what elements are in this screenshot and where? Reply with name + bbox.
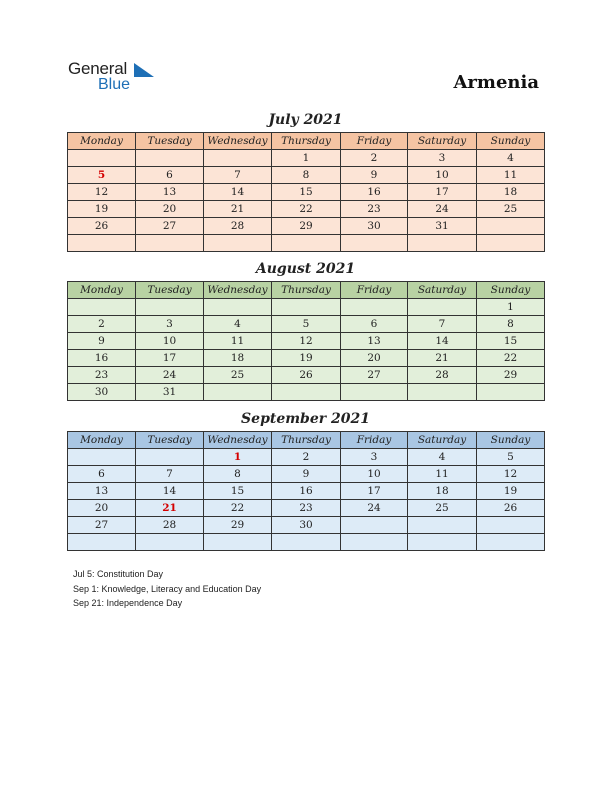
day-cell bbox=[408, 384, 477, 401]
week-row bbox=[68, 466, 545, 483]
holiday-notes bbox=[73, 567, 261, 611]
day-cell bbox=[408, 299, 477, 316]
day-cell: 3 bbox=[341, 449, 408, 466]
logo-word-blue: Blue bbox=[98, 76, 131, 93]
week-row bbox=[68, 299, 545, 316]
day-cell: 21 bbox=[204, 201, 272, 218]
day-cell bbox=[477, 534, 545, 551]
day-cell: 6 bbox=[136, 167, 204, 184]
day-cell bbox=[477, 517, 545, 534]
week-row bbox=[68, 350, 545, 367]
day-cell: 11 bbox=[408, 466, 477, 483]
day-cell: 5 bbox=[477, 449, 545, 466]
day-cell bbox=[341, 235, 408, 252]
weekday-header: Monday bbox=[68, 282, 136, 299]
day-cell bbox=[204, 534, 272, 551]
day-cell bbox=[341, 534, 408, 551]
day-cell: 5 bbox=[272, 316, 341, 333]
day-cell bbox=[136, 449, 204, 466]
day-cell: 1 bbox=[477, 299, 545, 316]
day-cell: 27 bbox=[341, 367, 408, 384]
day-cell: 10 bbox=[341, 466, 408, 483]
day-cell: 14 bbox=[136, 483, 204, 500]
day-cell: 25 bbox=[408, 500, 477, 517]
day-cell: 14 bbox=[408, 333, 477, 350]
day-cell: 21 bbox=[408, 350, 477, 367]
day-cell bbox=[272, 235, 341, 252]
weekday-header: Saturday bbox=[408, 432, 477, 449]
day-cell: 25 bbox=[204, 367, 272, 384]
day-cell: 12 bbox=[272, 333, 341, 350]
day-cell: 3 bbox=[136, 316, 204, 333]
day-cell bbox=[68, 534, 136, 551]
weekday-header: Wednesday bbox=[204, 432, 272, 449]
day-cell: 28 bbox=[136, 517, 204, 534]
day-cell bbox=[68, 299, 136, 316]
month-august bbox=[67, 261, 544, 401]
day-cell: 7 bbox=[136, 466, 204, 483]
day-cell: 30 bbox=[272, 517, 341, 534]
day-cell: 23 bbox=[68, 367, 136, 384]
week-row bbox=[68, 333, 545, 350]
day-cell: 28 bbox=[204, 218, 272, 235]
week-row bbox=[68, 534, 545, 551]
day-cell bbox=[341, 517, 408, 534]
day-cell: 29 bbox=[477, 367, 545, 384]
month-title: August 2021 bbox=[255, 261, 356, 277]
week-row bbox=[68, 384, 545, 401]
day-cell: 4 bbox=[408, 449, 477, 466]
day-cell: 8 bbox=[477, 316, 545, 333]
day-cell: 20 bbox=[68, 500, 136, 517]
day-cell: 24 bbox=[136, 367, 204, 384]
day-cell: 7 bbox=[204, 167, 272, 184]
day-cell: 26 bbox=[68, 218, 136, 235]
day-cell: 25 bbox=[477, 201, 545, 218]
day-cell bbox=[272, 384, 341, 401]
logo-word-general: General bbox=[68, 59, 128, 78]
day-cell bbox=[68, 449, 136, 466]
day-cell: 29 bbox=[272, 218, 341, 235]
weekday-header: Tuesday bbox=[136, 282, 204, 299]
day-cell: 1 bbox=[204, 449, 272, 466]
logo-triangle-icon bbox=[134, 63, 154, 77]
day-cell: 17 bbox=[136, 350, 204, 367]
day-cell: 12 bbox=[477, 466, 545, 483]
day-cell: 13 bbox=[136, 184, 204, 201]
weekday-header: Sunday bbox=[477, 282, 545, 299]
calendar-grid bbox=[67, 281, 545, 401]
day-cell bbox=[68, 235, 136, 252]
day-cell: 6 bbox=[341, 316, 408, 333]
holiday-note: Sep 1: Knowledge, Literacy and Education Day bbox=[73, 583, 262, 594]
day-cell: 2 bbox=[272, 449, 341, 466]
day-cell: 30 bbox=[68, 384, 136, 401]
day-cell bbox=[477, 218, 545, 235]
day-cell: 18 bbox=[408, 483, 477, 500]
day-cell bbox=[136, 534, 204, 551]
weekday-header: Thursday bbox=[272, 432, 341, 449]
weekday-header: Tuesday bbox=[136, 432, 204, 449]
day-cell: 31 bbox=[136, 384, 204, 401]
day-cell: 20 bbox=[136, 201, 204, 218]
day-cell: 24 bbox=[408, 201, 477, 218]
day-cell: 22 bbox=[477, 350, 545, 367]
weekday-header: Sunday bbox=[477, 133, 545, 150]
day-cell bbox=[204, 299, 272, 316]
day-cell bbox=[477, 235, 545, 252]
month-september bbox=[67, 411, 544, 551]
day-cell: 29 bbox=[204, 517, 272, 534]
calendar-grid bbox=[67, 132, 545, 252]
day-cell: 28 bbox=[408, 367, 477, 384]
day-cell bbox=[204, 384, 272, 401]
day-cell: 19 bbox=[272, 350, 341, 367]
day-cell: 15 bbox=[272, 184, 341, 201]
day-cell bbox=[136, 150, 204, 167]
day-cell: 13 bbox=[68, 483, 136, 500]
day-cell: 13 bbox=[341, 333, 408, 350]
day-cell: 23 bbox=[341, 201, 408, 218]
weekday-header: Tuesday bbox=[136, 133, 204, 150]
day-cell: 10 bbox=[408, 167, 477, 184]
day-cell: 31 bbox=[408, 218, 477, 235]
day-cell: 4 bbox=[477, 150, 545, 167]
day-cell: 9 bbox=[272, 466, 341, 483]
day-cell: 26 bbox=[477, 500, 545, 517]
week-row bbox=[68, 316, 545, 333]
day-cell bbox=[272, 299, 341, 316]
day-cell: 9 bbox=[68, 333, 136, 350]
day-cell: 19 bbox=[477, 483, 545, 500]
week-row bbox=[68, 167, 545, 184]
generalblue-logo bbox=[68, 60, 130, 93]
day-cell: 17 bbox=[408, 184, 477, 201]
week-row bbox=[68, 235, 545, 252]
day-cell: 23 bbox=[272, 500, 341, 517]
day-cell: 3 bbox=[408, 150, 477, 167]
day-cell: 9 bbox=[341, 167, 408, 184]
day-cell: 6 bbox=[68, 466, 136, 483]
country-title: Armenia bbox=[453, 72, 539, 93]
day-cell: 30 bbox=[341, 218, 408, 235]
week-row bbox=[68, 500, 545, 517]
day-cell bbox=[408, 235, 477, 252]
day-cell: 16 bbox=[341, 184, 408, 201]
holiday-note: Sep 21: Independence Day bbox=[73, 598, 183, 608]
weekday-header: Friday bbox=[341, 432, 408, 449]
week-row bbox=[68, 184, 545, 201]
day-cell: 24 bbox=[341, 500, 408, 517]
holiday-note: Jul 5: Constitution Day bbox=[73, 569, 164, 579]
day-cell: 16 bbox=[68, 350, 136, 367]
week-row bbox=[68, 201, 545, 218]
day-cell: 10 bbox=[136, 333, 204, 350]
day-cell: 11 bbox=[477, 167, 545, 184]
day-cell: 14 bbox=[204, 184, 272, 201]
week-row bbox=[68, 367, 545, 384]
day-cell bbox=[477, 384, 545, 401]
weekday-header: Sunday bbox=[477, 432, 545, 449]
day-cell: 15 bbox=[477, 333, 545, 350]
weekday-header: Friday bbox=[341, 133, 408, 150]
day-cell bbox=[68, 150, 136, 167]
day-cell: 19 bbox=[68, 201, 136, 218]
day-cell: 16 bbox=[272, 483, 341, 500]
day-cell: 20 bbox=[341, 350, 408, 367]
week-row bbox=[68, 483, 545, 500]
weekday-header: Monday bbox=[68, 133, 136, 150]
day-cell: 2 bbox=[341, 150, 408, 167]
day-cell: 5 bbox=[68, 167, 136, 184]
day-cell: 26 bbox=[272, 367, 341, 384]
month-title: July 2021 bbox=[268, 112, 343, 128]
day-cell bbox=[136, 235, 204, 252]
day-cell: 18 bbox=[477, 184, 545, 201]
weekday-header: Wednesday bbox=[204, 282, 272, 299]
week-row bbox=[68, 150, 545, 167]
day-cell bbox=[341, 299, 408, 316]
day-cell: 27 bbox=[136, 218, 204, 235]
weekday-header: Wednesday bbox=[204, 133, 272, 150]
weekday-header: Thursday bbox=[272, 133, 341, 150]
day-cell bbox=[204, 235, 272, 252]
day-cell: 2 bbox=[68, 316, 136, 333]
week-row bbox=[68, 218, 545, 235]
day-cell: 27 bbox=[68, 517, 136, 534]
week-row bbox=[68, 517, 545, 534]
weekday-header: Monday bbox=[68, 432, 136, 449]
day-cell: 12 bbox=[68, 184, 136, 201]
day-cell: 11 bbox=[204, 333, 272, 350]
day-cell bbox=[272, 534, 341, 551]
day-cell: 7 bbox=[408, 316, 477, 333]
day-cell: 8 bbox=[272, 167, 341, 184]
day-cell: 15 bbox=[204, 483, 272, 500]
day-cell: 18 bbox=[204, 350, 272, 367]
weekday-header: Saturday bbox=[408, 133, 477, 150]
day-cell: 17 bbox=[341, 483, 408, 500]
weekday-header: Friday bbox=[341, 282, 408, 299]
day-cell: 21 bbox=[136, 500, 204, 517]
weekday-header: Thursday bbox=[272, 282, 341, 299]
day-cell bbox=[408, 517, 477, 534]
weekday-header: Saturday bbox=[408, 282, 477, 299]
calendar-grid bbox=[67, 431, 545, 551]
day-cell: 22 bbox=[204, 500, 272, 517]
day-cell: 4 bbox=[204, 316, 272, 333]
day-cell bbox=[408, 534, 477, 551]
week-row bbox=[68, 449, 545, 466]
month-july bbox=[67, 112, 544, 252]
month-title: September 2021 bbox=[241, 411, 370, 427]
day-cell: 1 bbox=[272, 150, 341, 167]
day-cell bbox=[136, 299, 204, 316]
day-cell bbox=[204, 150, 272, 167]
day-cell: 8 bbox=[204, 466, 272, 483]
day-cell: 22 bbox=[272, 201, 341, 218]
day-cell bbox=[341, 384, 408, 401]
